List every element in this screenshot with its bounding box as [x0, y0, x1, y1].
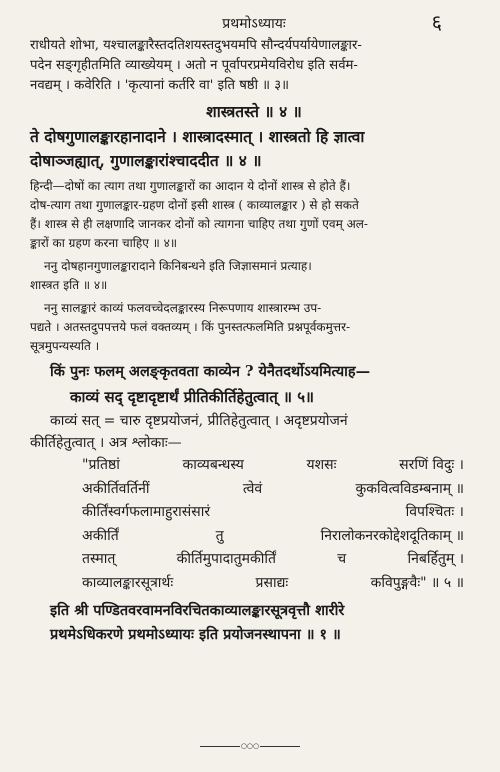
text-line: दोषाञ्जह्यात्, गुणालङ्कारांश्चाददीत ॥ ४ ॥	[30, 151, 262, 170]
verse-word: काव्यालङ्कारसूत्रार्थः	[82, 574, 174, 591]
verse-line	[82, 454, 464, 478]
hindi-translation	[30, 177, 478, 253]
text-line: ननु सालङ्कारं काव्यं फलवच्चेदलङ्कारस्य निरूपणाय शास्त्रारम्भ उप-	[44, 301, 322, 315]
verse-word: कीर्तिमुपादातुमकीर्तिं	[176, 551, 277, 567]
verse-word: कुकवित्वविडम्बनाम् ॥	[355, 480, 464, 497]
verse-word: निरालोकनरकोद्देशदूतिकाम् ॥	[320, 527, 464, 544]
page-header	[30, 0, 478, 36]
verse-word: "प्रतिष्ठां	[82, 457, 120, 473]
sutra-commentary	[30, 125, 478, 173]
sutra-heading: शास्त्रतस्ते ॥ ४ ॥	[206, 102, 302, 121]
text-line: हैं। शास्त्र से ही लक्षणादि जानकर दोनों को त्यागना चाहिए तथा गुणों एवम् अल-	[30, 217, 368, 231]
question-line: किं पुनः फलम् अलङ्कृतवता काव्येन ? येनैतदर्थोऽयमित्याह—	[50, 363, 371, 380]
verse-word: काव्यबन्धस्य	[182, 457, 244, 473]
explanation	[30, 410, 478, 454]
section-divider	[200, 742, 300, 750]
nanu-paragraph-1	[30, 257, 478, 295]
text-line: हिन्दी—दोषों का त्याग तथा गुणालङ्कारों का आदान ये दोनों शास्त्र से होते हैं।	[30, 179, 351, 193]
text-line: ते दोषगुणालङ्कारहानादाने । शास्त्रादस्मात् । शास्त्रतो हि ज्ञात्वा	[30, 127, 365, 146]
verse-line	[82, 501, 464, 525]
verse-word: यशसः	[306, 457, 337, 473]
page-number: ६	[431, 10, 442, 34]
verse-block	[30, 454, 478, 595]
verse-word: त्वेवं	[242, 480, 263, 497]
chapter-title: प्रथमोऽध्यायः	[222, 16, 286, 32]
nanu-paragraph-2	[30, 299, 478, 356]
text-line: ननु दोषहानगुणालङ्कारादाने किनिबन्धने इति जिज्ञासमानं प्रत्याह।	[44, 259, 312, 273]
colophon	[30, 599, 478, 647]
verse-word: तस्मात्	[82, 551, 116, 567]
verse-word: कविपुङ्गवैः" ॥ ५ ॥	[370, 574, 464, 591]
text-line: इति श्री पण्डितवरवामनविरचितकाव्यालङ्कारसूत्रवृत्तौ शारीरे	[50, 602, 345, 619]
sutra-five: काव्यं सद् दृष्टादृष्टार्थं प्रीतिकीर्तिहेतुत्वात् ॥ ५॥	[70, 388, 314, 406]
text-line: नवद्यम् । कवेरिति । 'कृत्यानां कर्तरि वा' इति षष्ठी ॥ ३॥	[30, 78, 290, 93]
verse-word: च	[337, 551, 347, 567]
verse-word: विपश्चितः ।	[405, 504, 464, 520]
text-line: प्रथमेऽधिकरणे प्रथमोऽध्यायः इति प्रयोजनस्थापना ॥ १ ॥	[50, 626, 341, 643]
text-line: राधीयते शोभा, यश्चालङ्कारैस्तदतिशयस्तदुभयमपि सौन्दर्यपर्यायेणालङ्कार-	[30, 38, 362, 53]
verse-line	[82, 478, 464, 502]
text-line: पदेन सङ्गृहीतमिति व्याख्येयम् । अतो न पूर्वापरप्रमेयविरोध इति सर्वम-	[30, 58, 358, 73]
verse-word: प्रसाद्यः	[255, 574, 289, 591]
text-line: काव्यं सत् = चारु दृष्टप्रयोजनं, प्रीतिहेतुत्वात् । अदृष्टप्रयोजनं	[50, 413, 348, 429]
verse-word: निबर्हितुम् ।	[407, 551, 464, 567]
text-line: पद्यते । अतस्तदुपपत्तये फलं वक्तव्यम् । किं पुनस्तत्फलमिति प्रश्नपूर्वकमुत्तर-	[30, 320, 351, 334]
text-line: दोष-त्याग तथा गुणालङ्कार-ग्रहण दोनों इसी शास्त्र ( काव्यालङ्कार ) से हो सकते	[30, 198, 359, 212]
verse-line	[82, 572, 464, 596]
text-line: सूत्रमुपन्यस्यति ।	[30, 339, 100, 353]
verse-word: कीर्तिंस्वर्गफलामाहुरासंसारं	[82, 504, 211, 520]
verse-word: अकीर्तिवर्तिनीं	[82, 480, 150, 497]
divider-ornament: ○○○	[240, 742, 260, 750]
verse-word: सरणिं विदुः ।	[399, 457, 464, 473]
verse-word: तु	[215, 527, 224, 544]
verse-line	[82, 525, 464, 549]
text-line: ङ्कारों का ग्रहण करना चाहिए ॥ ४॥	[30, 236, 178, 250]
intro-paragraph	[30, 36, 478, 96]
verse-word: अकीर्तिं	[82, 527, 119, 544]
text-line: कीर्तिहेतुत्वात् । अत्र श्लोकाः—	[30, 435, 182, 451]
verse-line	[82, 548, 464, 572]
text-line: शास्त्रत इति ॥ ४॥	[30, 278, 108, 292]
